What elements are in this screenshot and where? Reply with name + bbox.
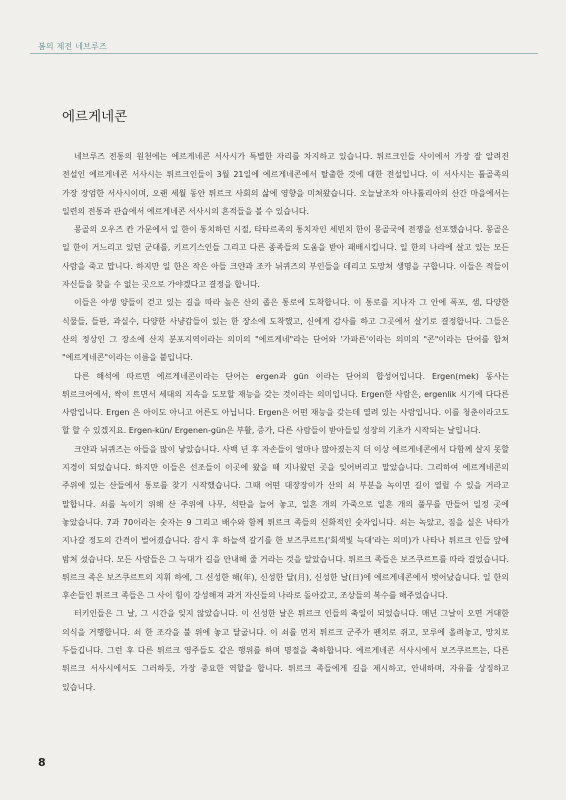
header-divider <box>30 53 538 54</box>
paragraph: 네브루즈 전통의 원천에는 에르게네콘 서사시가 특별한 자리를 차지하고 있습니다. 튀르크인들 사이에서 가장 잘 알려진 전설인 에르게네콘 서사시는 튀르크인들이 3월 21일에 에르게네콘에서 탈출한 것에 대한 전설입니다. 이 서사시는 튤골족의 가장 장엄한 서사시이며, 오랜 세월 동안 튀르크 사회의 삶에 영향을 미쳐왔습니다. 오늘날조차 아나톨리아의 산간 마을에서는 일련의 전통과 관습에서 에르게네콘 서사시의 흔적들을 볼 수 있습니다. <box>62 152 509 216</box>
paragraph: 몽골의 오우즈 칸 가문에서 일 한이 통치하던 시절, 타타르족의 통치자인 세빈치 한이 몽골국에 전쟁을 선포했습니다. 몽골은 일 한이 거느리고 있던 군대를, 키르기스인들 그리고 다른 종족들의 도움을 받아 패배시킵니다. 일 한의 나라에 살고 있는 모든 사람을 죽고 맙니다. 하지만 일 한은 작은 아들 크얀과 조카 뉘퀴즈의 부인들을 데리고 도망쳐 생명을 구합니다. 이들은 적들이 자신들을 찾을 수 없는 곳으로 가야겠다고 결정을 합니다. <box>62 225 509 290</box>
body-text <box>62 148 509 697</box>
page-number: 8 <box>38 756 46 769</box>
paragraph: 터키인들은 그 날, 그 시간을 잊지 않았습니다. 이 신성한 날은 튀르크 인들의 축일이 되었습니다. 매년 그날이 오면 거대한 의식을 거행합니다. 쇠 한 조각을 불 위에 놓고 달굽니다. 이 쇠를 먼저 튀르크 군주가 펜치로 쥐고, 모루에 올려놓고, 망치로 두들깁니다. 그런 후 다른 튀르크 영주들도 같은 행위를 하며 명절을 축하합니다. 에르게네콘 서사시에서 보즈쿠르트는, 다른 튀르크 서사시에서도 그러하듯, 가장 중요한 역할을 합니다. 튀르크 족들에게 길을 제시하고, 안내하며, 자유를 상징하고 있습니다. <box>62 609 509 692</box>
section-title: 에르게네콘 <box>62 109 128 125</box>
paragraph: 다른 해석에 따르면 에르게네콘이라는 단어는 ergen과 gün 이라는 단어의 합성어입니다. Ergen(mek) 동사는 튀르크어에서, 싹이 트면서 세대의 지속을 도모할 재능을 갖는 것이라는 의미입니다. Ergen한 사람은, ergenlik 시기에 다다른 사람입니다. Ergen 은 아이도 아니고 어른도 아닙니다. Ergen은 어떤 재능을 갖는데 열려 있는 사람입니다. 이를 청춘이라고도 할 할 수 있겠지요. Ergen-kün/ Ergenen-gün은 부활, 증가, 다른 사람들이 받아들일 성장의 기초가 시작되는 날입니다. <box>62 371 509 436</box>
running-header <box>0 0 566 58</box>
paragraph: 이들은 야생 양들이 걷고 있는 길을 따라 높은 산의 좁은 통로에 도착합니다. 이 통로를 지나자 그 안에 폭포, 샘, 다양한 식물들, 들판, 과실수, 다양한 사냥감들이 있는 한 장소에 도착했고, 신에게 감사를 하고 그곳에서 살기로 결정합니다. 그들은 산의 정상인 그 장소에 산지 분포지역이라는 의미의 "에르게네"라는 단어와 '가파른'이라는 의미의 "콘"이라는 단어를 합쳐 "에르게네콘"이라는 이름을 붙입니다. <box>62 298 509 363</box>
running-title: 봄의 제전 네브루즈 <box>38 42 107 51</box>
paragraph: 크얀과 뉘퀴즈는 아들을 많이 낳았습니다. 사백 년 후 자손들이 얼마나 많아졌는지 더 이상 에르게네콘에서 다함께 살지 못할 지경이 되었습니다. 하지만 이들은 선조들이 이곳에 왔을 때 지나왔던 곳을 잊어버리고 말았습니다. 그리하여 에르게네콘의 주위에 있는 산들에서 통로를 찾기 시작했습니다. 그때 어떤 대장장이가 산의 쇠 부분을 녹이면 길이 열릴 수 있을 거라고 말합니다. 쇠를 녹이기 위해 산 주위에 나무, 석탄을 늘어 놓고, 일흔 개의 가죽으로 일흔 개의 풀무를 만들어 일정 곳에 놓았습니다. 7과 70이라는 숫자는 9 그리고 배수와 함께 튀르크 족들의 신화적인 숫자입니다. 쇠는 녹았고, 짐을 실은 낙타가 지나갈 정도의 간격이 벌어졌습니다. 잠시 후 하늘색 갈기를 한 보즈쿠르트('회색빛 늑대'라는 의미)가 나타나 튀르크 인들 앞에 밤쳐 섰습니다. 모든 사람들은 그 늑대가 길을 안내해 줄 거라는 것을 알았습니다. 튀르크 족들은 보즈쿠르트를 따라 걸었습니다. 튀르크 족은 보즈쿠르트의 지휘 하에, 그 신성한 해(年), 신성한 달(月), 신성한 날(日)에 에르게네콘에서 벗어났습니다. 일 한의 후손들인 튀르크 족들은 그 사이 힘이 강성해져 과거 자신들의 나라로 돌아갔고, 조상들의 복수를 해주었습니다. <box>62 444 509 601</box>
